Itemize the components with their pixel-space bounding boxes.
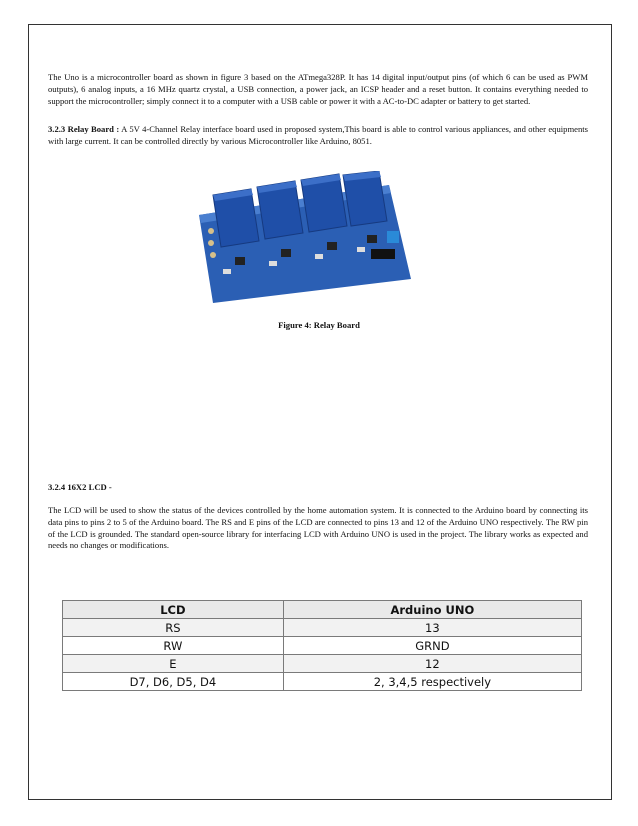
table-row bbox=[63, 655, 582, 673]
table-cell: 13 bbox=[283, 619, 581, 637]
table-row bbox=[63, 619, 582, 637]
table-header-row bbox=[63, 601, 582, 619]
table-cell: D7, D6, D5, D4 bbox=[63, 673, 284, 691]
relay-text: A 5V 4-Channel Relay interface board used in proposed system,This board is able to control various appliances, and other equipments with large current. It can be controlled directly by various Microcontroller like Arduino, 8051. bbox=[48, 124, 588, 146]
table-header-arduino: Arduino UNO bbox=[283, 601, 581, 619]
relay-module-2 bbox=[257, 181, 303, 239]
relay-module-4 bbox=[343, 171, 387, 226]
header-pins bbox=[371, 249, 395, 259]
relay-module-1 bbox=[213, 189, 259, 247]
table-cell: GRND bbox=[283, 637, 581, 655]
relay-board-image bbox=[193, 171, 414, 304]
jumper bbox=[387, 231, 399, 243]
relay-heading: 3.2.3 Relay Board : bbox=[48, 124, 120, 134]
lcd-heading: 3.2.4 16X2 LCD - bbox=[48, 482, 112, 492]
relay-module-3 bbox=[301, 174, 347, 232]
table-cell: RS bbox=[63, 619, 284, 637]
lcd-pin-table bbox=[62, 600, 582, 691]
lcd-paragraph: The LCD will be used to show the status of the devices controlled by the home automation system. It is connected to the Arduino board by connecting its data pins to pins 2 to 5 of the Arduino board. The RS and E pins of the LCD are connected to pins 13 and 12 of the Arduino UNO respectively. The RW pin of the LCD is grounded. The standard open-source library for interfacing LCD with Arduino UNO is used in the project. The library works as expected and needs no changes or modifications. bbox=[48, 505, 588, 551]
table-cell: RW bbox=[63, 637, 284, 655]
table-cell: 2, 3,4,5 respectively bbox=[283, 673, 581, 691]
table-header-lcd: LCD bbox=[63, 601, 284, 619]
figure-caption: Figure 4: Relay Board bbox=[278, 320, 360, 330]
table-row bbox=[63, 637, 582, 655]
uno-paragraph: The Uno is a microcontroller board as shown in figure 3 based on the ATmega328P. It has 14 digital input/output pins (of which 6 can be used as PWM outputs), 6 analog inputs, a 16 MHz quartz crystal, a USB connection, a power jack, an ICSP header and a reset button. It contains everything needed to support the microcontroller; simply connect it to a computer with a USB cable or power it with a AC-to-DC adapter or battery to get started. bbox=[48, 72, 588, 106]
table-cell: 12 bbox=[283, 655, 581, 673]
table-row bbox=[63, 673, 582, 691]
table-cell: E bbox=[63, 655, 284, 673]
relay-paragraph bbox=[48, 124, 588, 148]
